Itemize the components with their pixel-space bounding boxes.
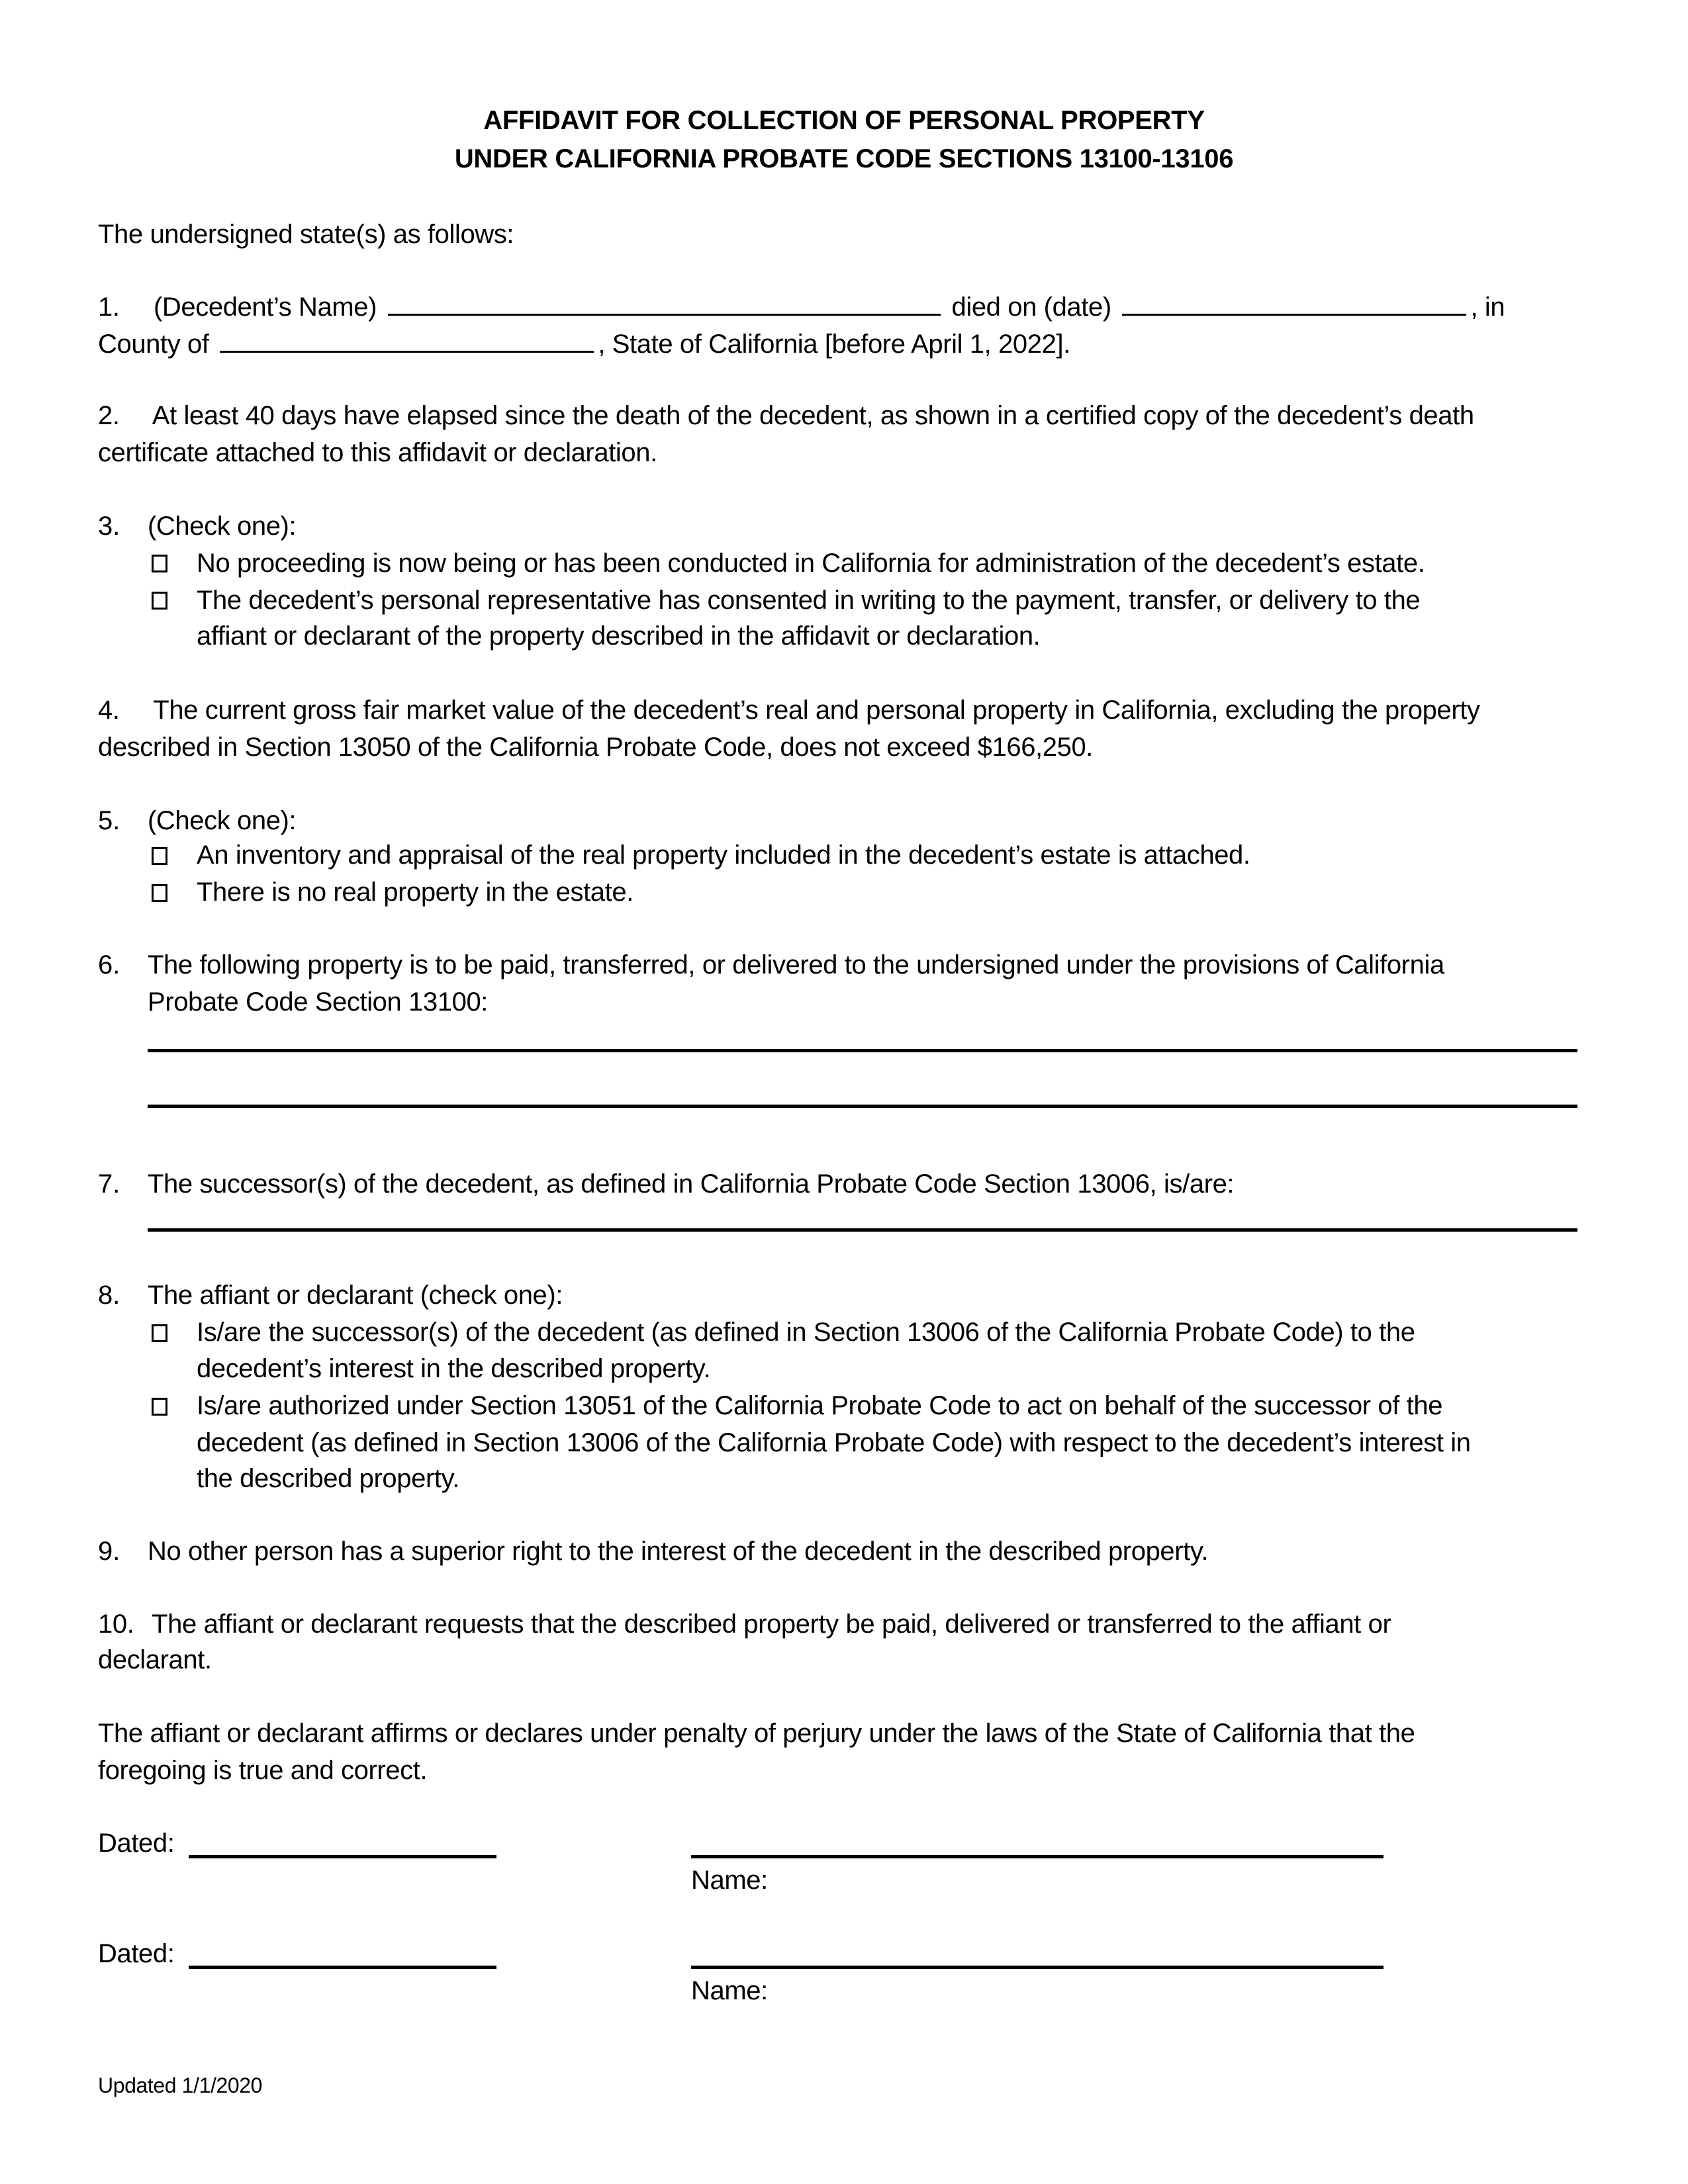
item7-line1: The successor(s) of the decedent, as defined in California Probate Code Section 13006, is/are: bbox=[148, 1169, 1235, 1199]
county-label: County of bbox=[98, 330, 209, 359]
item10-line2: declarant. bbox=[98, 1645, 212, 1674]
item8-option2-text-line3: the described property. bbox=[197, 1464, 459, 1493]
item8-option1-text-line1: Is/are the successor(s) of the decedent (as defined in Section 13006 of the California Probate Code) to the bbox=[197, 1318, 1415, 1347]
item4-number: 4. bbox=[98, 696, 120, 725]
item10-line1 bbox=[98, 1608, 1391, 1640]
item10-number: 10. bbox=[98, 1610, 134, 1639]
item2-number: 2. bbox=[98, 401, 120, 430]
item6-line2: Probate Code Section 13100: bbox=[148, 987, 489, 1017]
item3-option2-text-line1: The decedent’s personal representative has consented in writing to the payment, transfer, or delivery to the bbox=[197, 586, 1421, 615]
name-label-2: Name: bbox=[691, 1976, 768, 2005]
item1-line1 bbox=[98, 290, 1505, 323]
item3-option1-checkbox[interactable] bbox=[152, 555, 167, 572]
item1-number: 1. bbox=[98, 293, 120, 322]
item9-number: 9. bbox=[98, 1537, 120, 1566]
item8-number: 8. bbox=[98, 1281, 120, 1310]
item2-line2: certificate attached to this affidavit or declaration. bbox=[98, 438, 657, 467]
item3-option2-text-line2: affiant or declarant of the property described in the affidavit or declaration. bbox=[197, 621, 1041, 651]
property-field-line1[interactable] bbox=[148, 1049, 1577, 1052]
item5-number: 5. bbox=[98, 806, 120, 835]
signature-field-2[interactable] bbox=[691, 1966, 1383, 1969]
document-title-line1: AFFIDAVIT FOR COLLECTION OF PERSONAL PROPERTY bbox=[483, 106, 1205, 135]
intro-text: The undersigned state(s) as follows: bbox=[98, 220, 514, 249]
item6-line1: The following property is to be paid, transferred, or delivered to the undersigned under the provisions of California bbox=[148, 950, 1444, 979]
item1-suffix-state: , State of California [before April 1, 2022]. bbox=[598, 330, 1070, 359]
decedent-name-field[interactable] bbox=[388, 290, 941, 316]
item4-line1 bbox=[98, 694, 1480, 726]
successors-field[interactable] bbox=[148, 1228, 1577, 1232]
date-of-death-field[interactable] bbox=[1122, 290, 1466, 316]
name-label-1: Name: bbox=[691, 1866, 768, 1895]
item5-option2-checkbox[interactable] bbox=[152, 884, 167, 902]
dated-label-2: Dated: bbox=[98, 1939, 175, 1968]
item5-option1-checkbox[interactable] bbox=[152, 847, 167, 865]
item3-option1-text: No proceeding is now being or has been conducted in California for administration of the decedent’s estate. bbox=[197, 549, 1425, 578]
item9-line1: No other person has a superior right to the interest of the decedent in the described property. bbox=[148, 1537, 1209, 1566]
item5-option1-text: An inventory and appraisal of the real property included in the decedent’s estate is attached. bbox=[197, 841, 1250, 870]
item3-number: 3. bbox=[98, 512, 120, 541]
decedent-name-label: (Decedent’s Name) bbox=[154, 293, 377, 322]
item7-number: 7. bbox=[98, 1169, 120, 1199]
item2-line1 bbox=[98, 400, 1474, 432]
item4-line2: described in Section 13050 of the California Probate Code, does not exceed $166,250. bbox=[98, 733, 1094, 762]
item8-heading: The affiant or declarant (check one): bbox=[148, 1281, 563, 1310]
item8-option1-text-line2: decedent’s interest in the described property. bbox=[197, 1354, 711, 1383]
item4-text: The current gross fair market value of the decedent’s real and personal property in California, excluding the property bbox=[153, 696, 1480, 725]
item8-option2-text-line1: Is/are authorized under Section 13051 of the California Probate Code to act on behalf of the successor of the bbox=[197, 1391, 1443, 1420]
item8-option2-text-line2: decedent (as defined in Section 13006 of the California Probate Code) with respect to the decedent’s interest in bbox=[197, 1428, 1471, 1457]
item1-line2 bbox=[98, 327, 1070, 360]
footer-updated: Updated 1/1/2020 bbox=[98, 2073, 263, 2097]
item10-text: The affiant or declarant requests that the described property be paid, delivered or transferred to the affiant or bbox=[152, 1610, 1391, 1639]
date-of-death-label: died on (date) bbox=[951, 293, 1111, 322]
item3-heading: (Check one): bbox=[148, 512, 297, 541]
item5-heading: (Check one): bbox=[148, 806, 297, 835]
county-field[interactable] bbox=[220, 327, 594, 353]
dated-label-1: Dated: bbox=[98, 1829, 175, 1858]
item8-option2-checkbox[interactable] bbox=[152, 1398, 167, 1416]
item5-option2-text: There is no real property in the estate. bbox=[197, 878, 633, 907]
item2-text: At least 40 days have elapsed since the death of the decedent, as shown in a certified copy of the decedent’s death bbox=[152, 401, 1474, 430]
affirmation-line1: The affiant or declarant affirms or declares under penalty of perjury under the laws of the State of California that the bbox=[98, 1719, 1415, 1748]
item6-number: 6. bbox=[98, 950, 120, 979]
dated-field-1[interactable] bbox=[189, 1855, 496, 1858]
document-title-line2: UNDER CALIFORNIA PROBATE CODE SECTIONS 13100-13106 bbox=[454, 144, 1234, 173]
dated-field-2[interactable] bbox=[189, 1966, 496, 1969]
affirmation-line2: foregoing is true and correct. bbox=[98, 1756, 428, 1785]
property-field-line2[interactable] bbox=[148, 1105, 1577, 1108]
signature-field-1[interactable] bbox=[691, 1855, 1383, 1858]
item1-suffix-in: , in bbox=[1470, 293, 1505, 322]
item8-option1-checkbox[interactable] bbox=[152, 1324, 167, 1342]
item3-option2-checkbox[interactable] bbox=[152, 592, 167, 610]
